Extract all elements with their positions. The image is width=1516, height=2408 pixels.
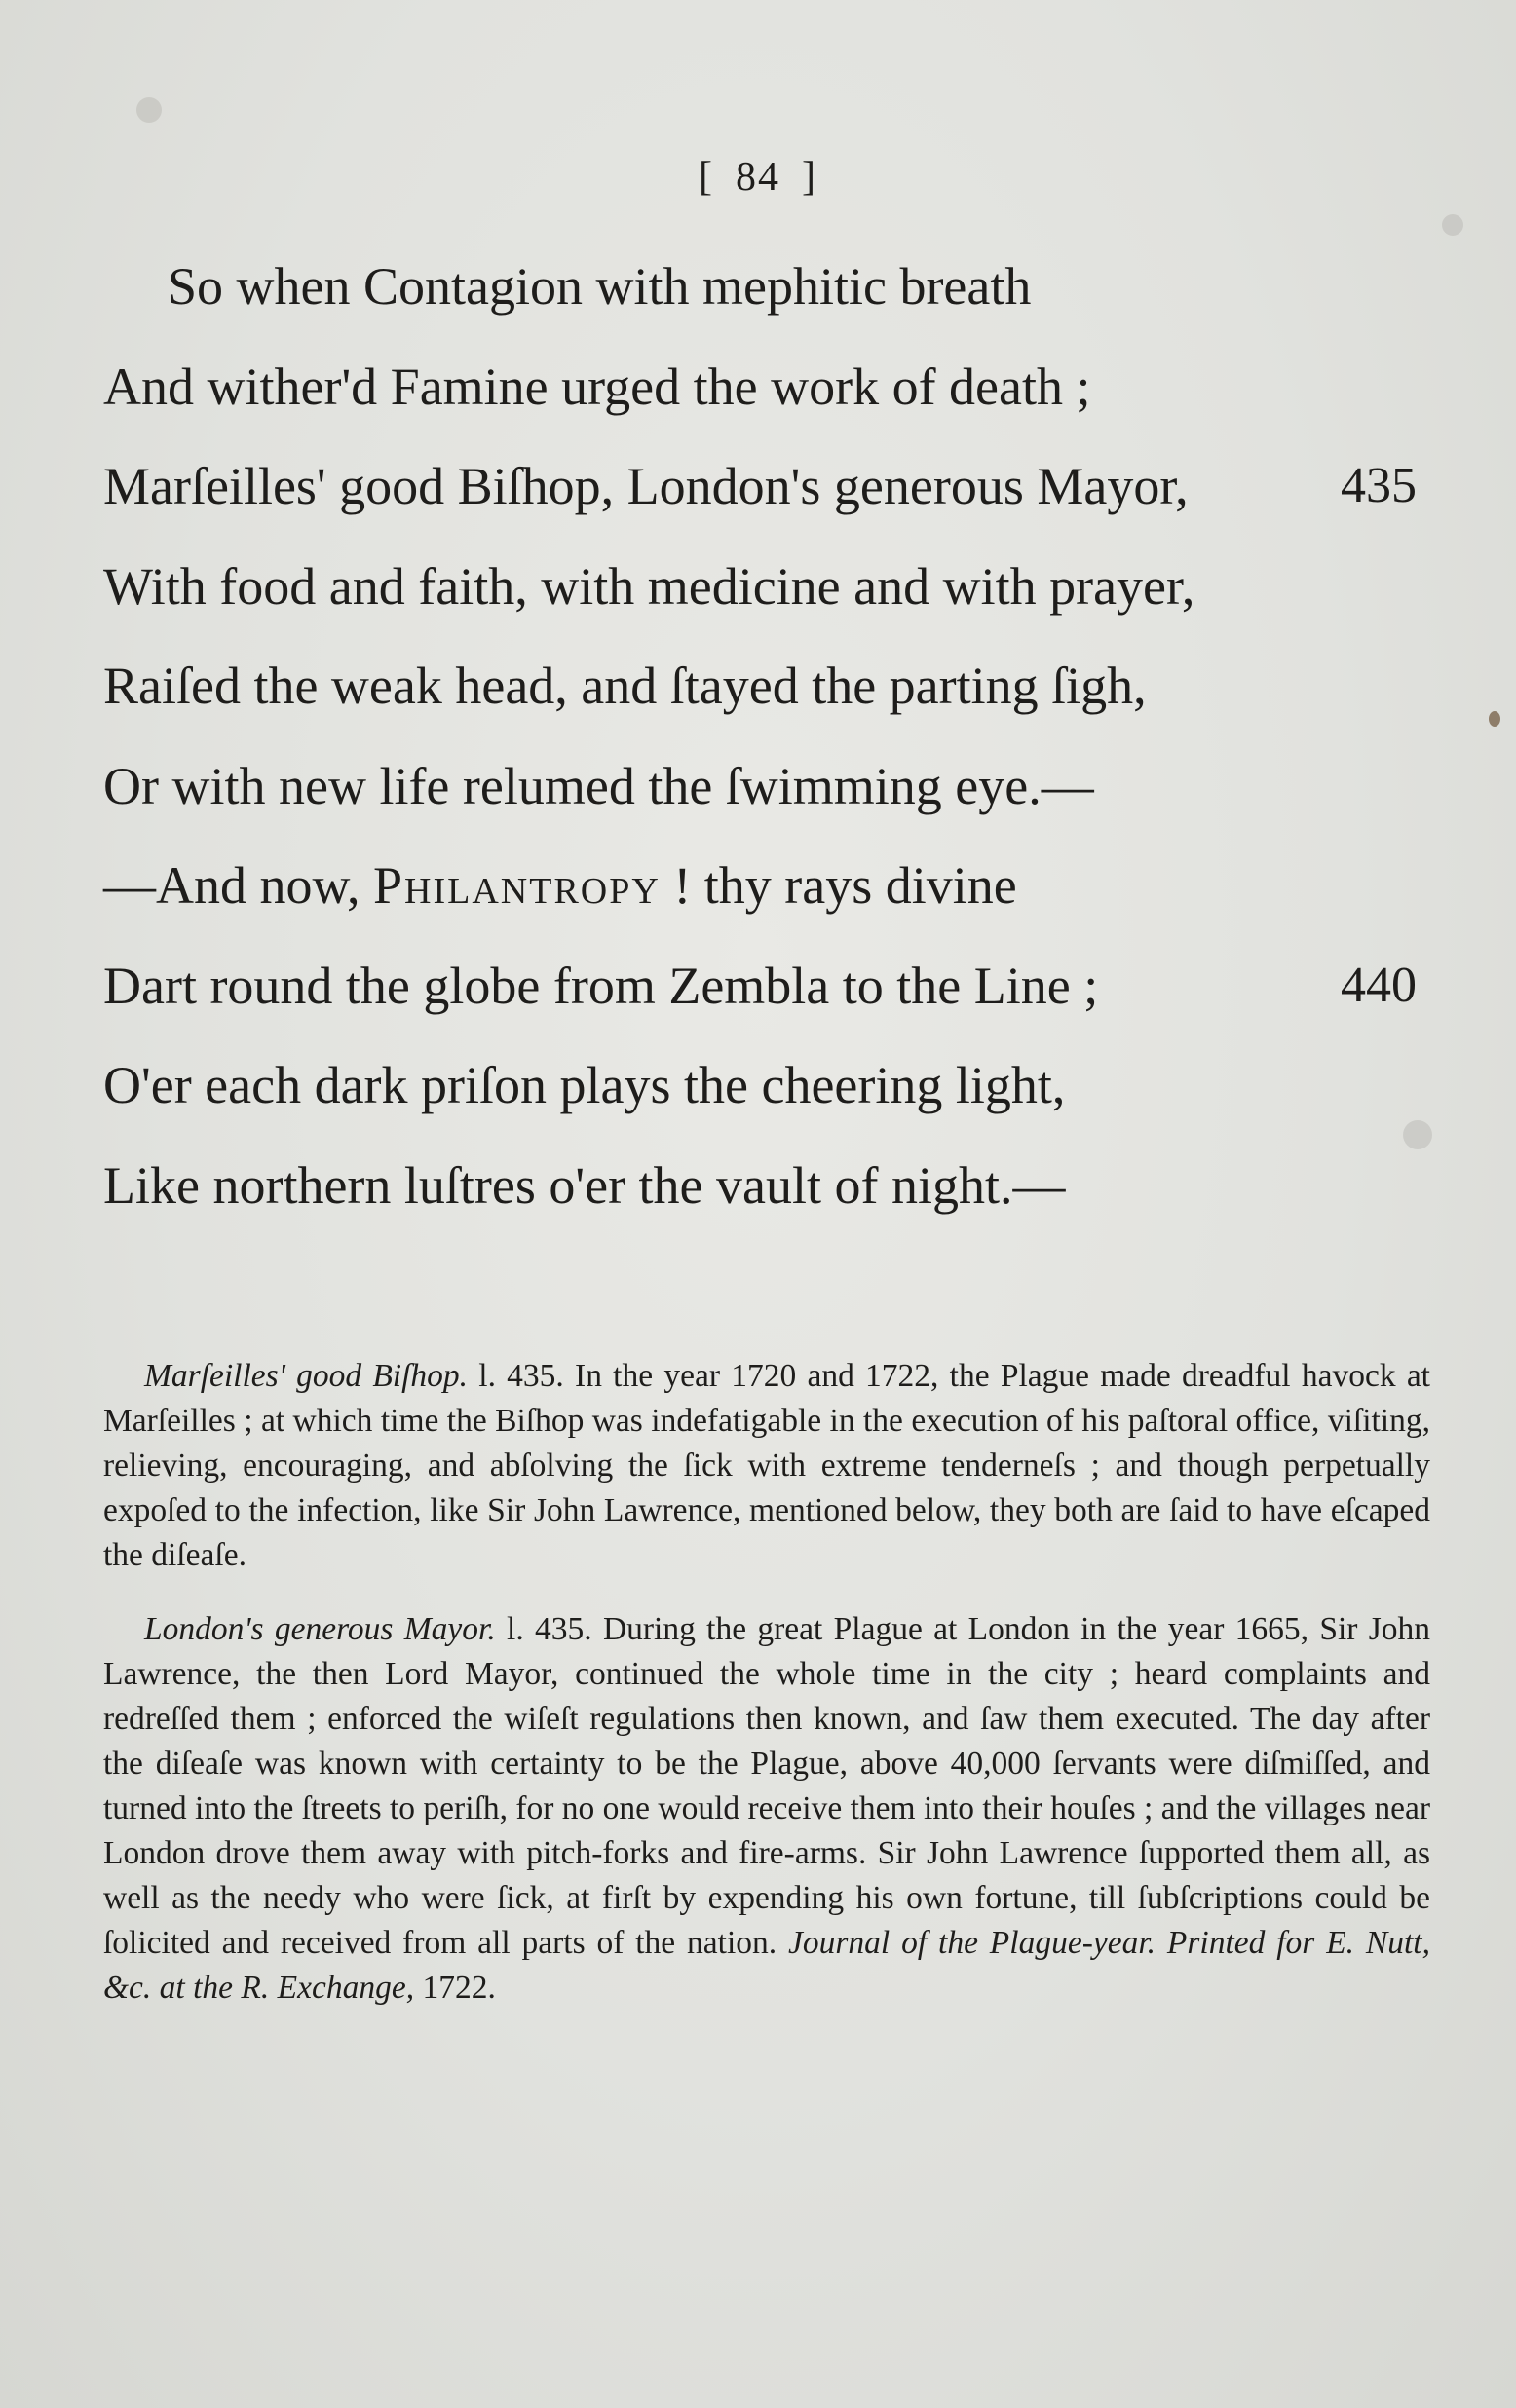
paper-spot [136,97,162,123]
verse-line: So when Contagion with mephitic breath [168,257,1032,316]
line-number: 435 [1341,458,1417,513]
poem [103,251,1448,1250]
footnotes [103,1354,1430,2040]
verse-line: —And now, Philantropy ! thy rays divine [103,856,1017,915]
note-citation-year: 1722. [414,1970,496,2006]
footnote [103,1607,1430,2011]
note-lemma: London's generous Mayor. [144,1611,496,1647]
verse-line: Or with new life relumed the ſwimming eye.— [103,756,1094,815]
verse-line: O'er each dark priſon plays the cheering light, [103,1056,1066,1114]
line-number: 440 [1341,957,1417,1013]
note-body: During the great Plague at London in the year 1665, Sir John Lawrence, the then Lord Mayor, continued the whole time in the city ; heard complaints and redreſſed them ; enforced the wiſeſt regulations then known, and ſaw them executed. The day after the diſeaſe was known with certainty to be the Plague, above 40,000 ſervants were diſmiſſed, and turned into the ſtreets to periſh, for no one would receive them into their houſes ; and the villages near London drove them away with pitch-forks and fire-arms. Sir John Lawrence ſupported them all, as well as the needy who were ſick, at firſt by expending his own fortune, till ſubſcriptions could be ſolicited and received from all parts of the nation. [103,1611,1431,1961]
note-lemma: Marſeilles' good Biſhop. [144,1358,469,1394]
footnote [103,1354,1430,1578]
note-reference: l. 435. [468,1358,564,1394]
verse-line: Raiſed the weak head, and ſtayed the parting ſigh, [103,657,1147,715]
verse-line: And wither'd Famine urged the work of death ; [103,357,1091,416]
note-citation: Journal of the Plague-year. Printed for E. Nutt, &c. at the R. Exchange, [103,1925,1430,2006]
verse-line: Marſeilles' good Biſhop, London's generous Mayor, 435 [103,451,1448,551]
verse-line: With food and faith, with medicine and with prayer, [103,556,1195,616]
page-number: [ 84 ] [699,155,817,200]
personification: Philantropy [373,856,661,915]
verse-line: Dart round the globe from Zembla to the Line ; 440 [103,951,1448,1051]
paper-spot [1442,214,1463,236]
note-reference: l. 435. [495,1611,592,1647]
verse-line: Like northern luſtres o'er the vault of night.— [103,1155,1066,1215]
paper-spot [1489,711,1500,727]
note-body: In the year 1720 and 1722, the Plague made dreadful havock at Marſeilles ; at which time the Biſhop was indefatigable in the execution of his paſtoral office, viſiting, relieving, encouraging, and abſolving the ſick with extreme tenderneſs ; and though perpetually expoſed to the infection, like Sir John Lawrence, mentioned below, they both are ſaid to have eſcaped the diſeaſe. [103,1358,1430,1573]
